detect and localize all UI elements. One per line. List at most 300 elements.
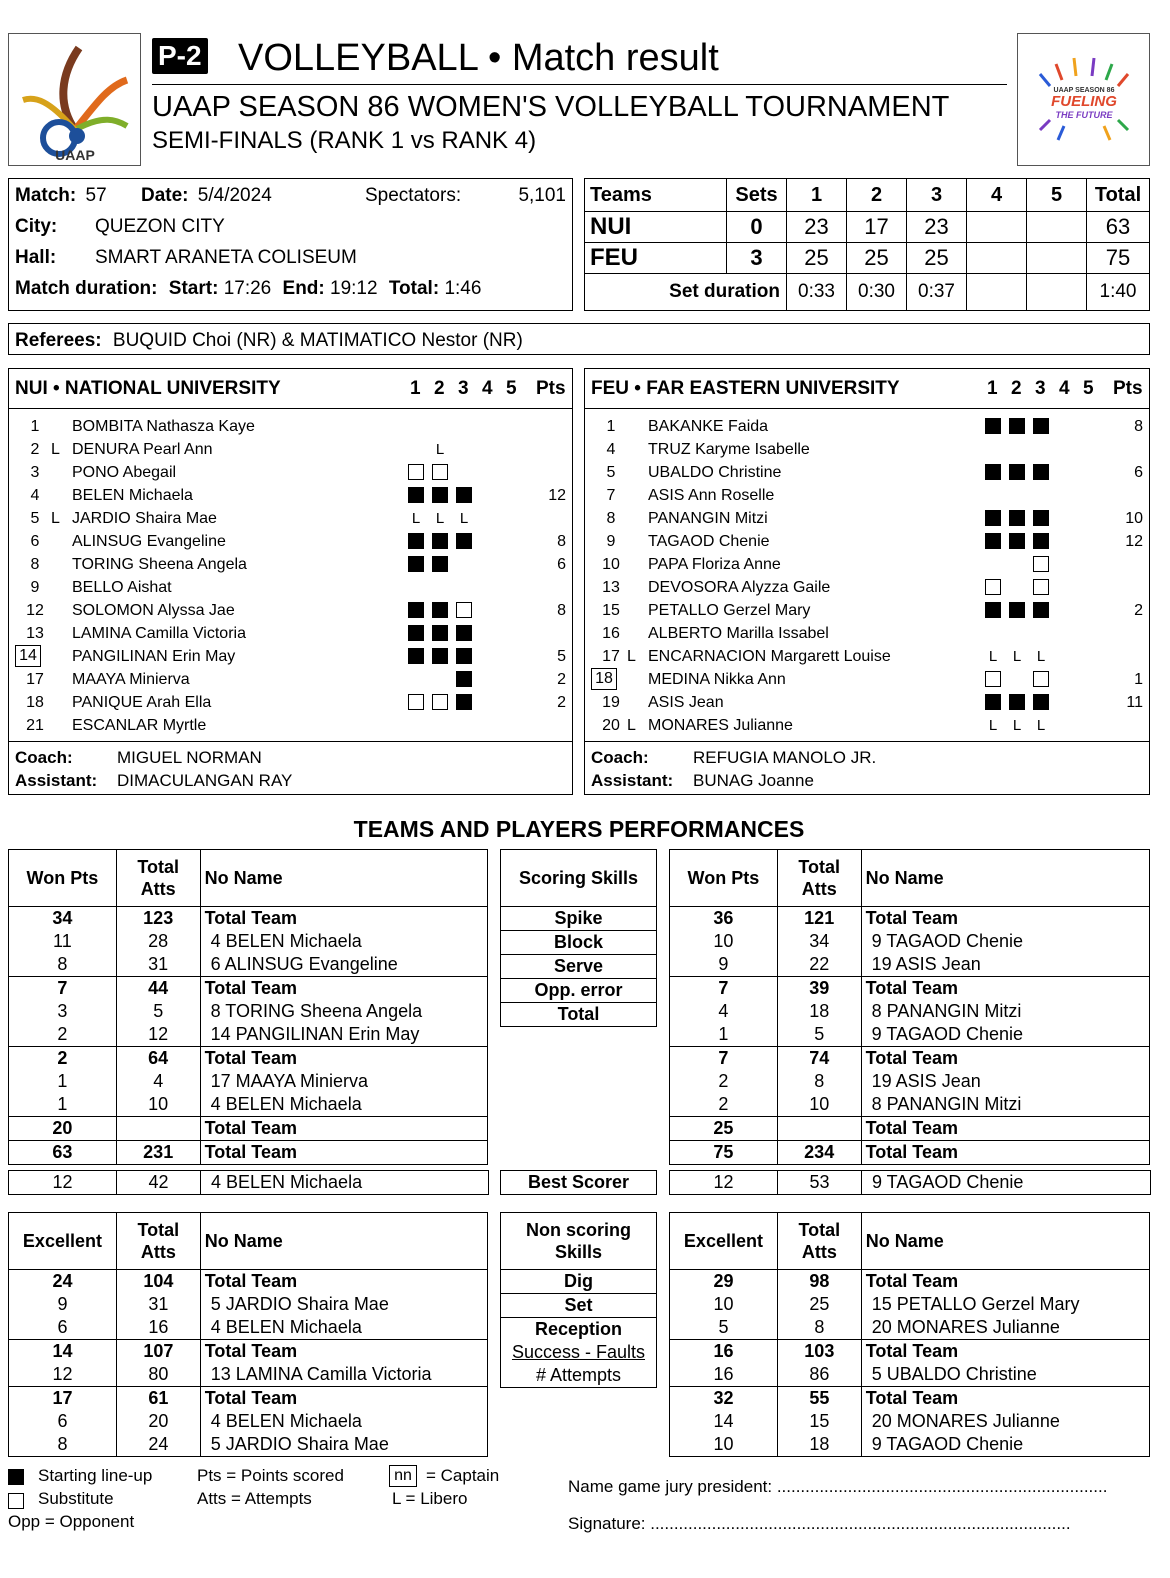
player-row [9,714,572,737]
player-name: PETALLO Gerzel Mary [648,602,811,619]
stat-value: 63 [9,1141,117,1165]
stat-value: 32 [670,1387,778,1411]
player-points: 2 [557,671,566,688]
start-time: 17:26 [223,278,272,299]
spectators-count: 5,101 [518,185,566,206]
player-stat-row [9,1070,488,1093]
stat-value: 7 [670,1047,778,1071]
stat-value: 18 [777,1000,861,1023]
skills-header: Non scoring Skills [501,1213,657,1270]
stat-name: 5 UBALDO Christine [861,1363,1149,1387]
player-name: PONO Abegail [72,464,177,481]
stat-name: 19 ASIS Jean [861,1070,1149,1093]
player-name: BAKANKE Faida [648,418,769,435]
stat-value: 10 [670,930,778,953]
column-header: No Name [200,850,487,907]
stat-value: 9 [670,953,778,977]
player-stat-row [670,1070,1150,1093]
stat-value: 2 [670,1093,778,1117]
starter-square-icon [1033,418,1049,434]
legend-pts: Pts = Points scored [197,1466,344,1485]
starter-square-icon [1009,694,1025,710]
libero-set-mark: L [1012,648,1022,665]
starter-square-icon [1009,602,1025,618]
stat-value: 10 [777,1093,861,1117]
player-points: 10 [1125,510,1143,527]
stat-value: 75 [670,1141,778,1165]
coach-block: Coach: MIGUEL NORMAN Assistant: DIMACULANGAN RAY [9,741,572,796]
uaap-logo [8,33,141,166]
starter-square-icon [985,533,1001,549]
stat-value: 231 [116,1141,200,1165]
starter-square-icon [1009,418,1025,434]
substitute-square-icon [1033,579,1049,595]
stat-name: Total Team [200,907,487,931]
libero-mark: L [51,510,60,527]
score-header: 3 [907,179,967,212]
player-stat-row [670,1000,1150,1023]
stat-value: 25 [670,1117,778,1141]
player-number: 17 [602,648,620,665]
player-name: BELEN Michaela [72,487,193,504]
best-scorer-value: 12 [9,1171,117,1195]
nui-scoring-table [8,849,488,1165]
stat-value: 17 [9,1387,117,1411]
stat-name: 8 PANANGIN Mitzi [861,1093,1149,1117]
captain-number: 14 [15,645,41,667]
player-name: ENCARNACION Margarett Louise [648,648,891,665]
player-name: JARDIO Shaira Mae [72,510,217,527]
player-row [9,415,572,438]
stat-name: Total Team [200,1340,487,1364]
total-time: 1:46 [444,278,482,299]
skill-label: Dig [501,1270,657,1294]
column-header: Total Atts [116,1213,200,1270]
player-name: TORING Sheena Angela [72,556,247,573]
referees-row: Referees: BUQUID Choi (NR) & MATIMATICO Nestor (NR) [8,323,1150,355]
column-header: Won Pts [9,850,117,907]
starter-square-icon [408,648,424,664]
player-name: ASIS Ann Roselle [648,487,775,504]
stat-value: 5 [670,1316,778,1340]
stat-value: 98 [777,1270,861,1294]
stat-value: 7 [670,977,778,1001]
player-number: 15 [602,602,620,619]
stat-value: 4 [670,1000,778,1023]
stat-name: Total Team [200,1387,487,1411]
team-total-row [670,1141,1150,1165]
stat-value: 39 [777,977,861,1001]
feu-nonscoring-table [669,1212,1150,1457]
stat-name: 5 JARDIO Shaira Mae [200,1293,487,1316]
player-stat-row [9,953,488,977]
stat-value: 123 [116,907,200,931]
player-number: 17 [26,671,44,688]
player-number: 20 [602,717,620,734]
team-total-row [670,1387,1150,1411]
stat-name: Total Team [200,1270,487,1294]
player-points: 6 [1134,464,1143,481]
player-stat-row [9,1433,488,1457]
player-number: 12 [26,602,44,619]
stat-value: 103 [777,1340,861,1364]
stat-name: 20 MONARES Julianne [861,1316,1149,1340]
libero-set-mark: L [988,717,998,734]
stat-value: 24 [9,1270,117,1294]
player-number: 1 [606,418,616,435]
player-points: 2 [557,694,566,711]
set-duration-row: Set duration 0:33 0:30 0:37 1:40 [585,274,1150,311]
stat-value: 80 [116,1363,200,1387]
legend-captain: = Captain [426,1466,500,1485]
player-row [585,668,1149,691]
assistant-name: BUNAG Joanne [693,771,814,790]
team-total-row [9,1141,488,1165]
stat-name: 9 TAGAOD Chenie [861,1023,1149,1047]
starter-square-icon [432,533,448,549]
feu-best-scorer [669,1170,1151,1195]
player-row [9,668,572,691]
stat-name: 9 TAGAOD Chenie [861,930,1149,953]
date-row: Date: 5/4/2024 [141,185,272,206]
stat-name: 4 BELEN Michaela [200,930,487,953]
team-total-row [670,907,1150,931]
player-name: BOMBITA Nathasza Kaye [72,418,255,435]
starting-square-icon [8,1469,24,1485]
title-divider [152,84,1007,85]
player-stat-row [670,1293,1150,1316]
scoring-skills-column [500,849,657,1027]
nui-best-scorer [8,1170,489,1195]
player-number: 4 [30,487,40,504]
stat-value: 61 [116,1387,200,1411]
column-header: Excellent [670,1213,778,1270]
starter-square-icon [456,648,472,664]
stat-value: 9 [9,1293,117,1316]
team-total-row [9,977,488,1001]
stat-value: 31 [116,1293,200,1316]
feu-roster [584,368,1150,795]
player-number: 8 [30,556,40,573]
nui-roster [8,368,573,795]
libero-mark: L [627,717,636,734]
player-number: 6 [30,533,40,550]
player-number: 19 [602,694,620,711]
svg-text:UAAP: UAAP [55,147,95,163]
match-number-row: Match: 57 [15,185,107,206]
player-name: TAGAOD Chenie [648,533,770,550]
best-scorer-name: 4 BELEN Michaela [201,1171,489,1195]
player-stat-row [670,1023,1150,1047]
stat-value: 7 [9,977,117,1001]
starter-square-icon [408,602,424,618]
stat-value: 11 [9,930,117,953]
duration-row: Match duration: Start: 17:26 End: 19:12 Total: 1:46 [15,278,482,299]
score-row-feu: FEU 3 25 25 25 75 [585,243,1150,274]
stat-value: 25 [777,1293,861,1316]
best-scorer-value: 53 [778,1171,862,1195]
team-total-row [670,977,1150,1001]
stat-value: 1 [670,1023,778,1047]
starter-square-icon [1009,464,1025,480]
coach-name: REFUGIA MANOLO JR. [693,748,877,767]
feu-scoring-table [669,849,1150,1165]
stat-value: 2 [9,1047,117,1071]
player-row [585,461,1149,484]
substitute-square-icon [432,694,448,710]
legend-opp: Opp = Opponent [8,1512,135,1531]
player-row [585,484,1149,507]
team-total-row [9,1387,488,1411]
stat-value: 28 [116,930,200,953]
stat-name: Total Team [200,977,487,1001]
svg-text:UAAP SEASON 86: UAAP SEASON 86 [1053,87,1115,94]
stat-value: 4 [116,1070,200,1093]
team-title: FEU • FAR EASTERN UNIVERSITY [591,378,900,399]
player-row [585,622,1149,645]
stat-value: 86 [777,1363,861,1387]
stat-name: Total Team [861,1047,1149,1071]
substitute-square-icon [985,579,1001,595]
nui-nonscoring-table [8,1212,488,1457]
player-number: 21 [26,717,44,734]
player-number: 5 [30,510,40,527]
column-header: No Name [861,1213,1149,1270]
starter-square-icon [1009,510,1025,526]
starter-square-icon [1033,464,1049,480]
skill-label: Block [501,931,657,955]
city-value: QUEZON CITY [95,216,225,237]
match-number: 57 [85,185,107,206]
player-number: 13 [26,625,44,642]
starter-square-icon [985,418,1001,434]
libero-set-mark: L [1012,717,1022,734]
team-total-row [670,1270,1150,1294]
player-row [585,599,1149,622]
score-header: 4 [967,179,1027,212]
starter-square-icon [432,625,448,641]
stat-value: 10 [670,1293,778,1316]
player-row [585,553,1149,576]
spectators-label: Spectators: [365,185,462,206]
player-row [9,691,572,714]
score-row-nui: NUI 0 23 17 23 63 [585,212,1150,243]
libero-set-mark: L [988,648,998,665]
stat-value: 2 [9,1023,117,1047]
player-row [585,691,1149,714]
stat-name: 8 PANANGIN Mitzi [861,1000,1149,1023]
stat-name: Total Team [200,1047,487,1071]
best-scorer-name: 9 TAGAOD Chenie [862,1171,1151,1195]
match-info [8,178,573,311]
stat-name: Total Team [861,1387,1149,1411]
player-row [9,576,572,599]
column-header: Total Atts [777,1213,861,1270]
player-name: MONARES Julianne [648,717,793,734]
player-row [9,599,572,622]
starter-square-icon [456,487,472,503]
player-stat-row [9,1410,488,1433]
player-number: 7 [606,487,616,504]
player-stat-row [670,953,1150,977]
jury-president-line: Name game jury president: ...................................................................... [568,1477,1108,1496]
starter-square-icon [1033,694,1049,710]
team-title: NUI • NATIONAL UNIVERSITY [15,378,281,399]
stat-value: 22 [777,953,861,977]
player-stat-row [670,930,1150,953]
stat-name: 4 BELEN Michaela [200,1316,487,1340]
stat-value: 16 [116,1316,200,1340]
stat-name: 14 PANGILINAN Erin May [200,1023,487,1047]
captain-box-icon: nn [389,1465,417,1487]
skill-label: # Attempts [501,1364,657,1388]
stat-name: 13 LAMINA Camilla Victoria [200,1363,487,1387]
stat-value: 10 [116,1093,200,1117]
stat-value: 107 [116,1340,200,1364]
libero-set-mark: L [435,441,445,458]
column-header: Total Atts [116,850,200,907]
player-points: 12 [548,487,566,504]
stat-value: 12 [9,1363,117,1387]
starter-square-icon [432,602,448,618]
starter-square-icon [408,533,424,549]
stat-name: 17 MAAYA Minierva [200,1070,487,1093]
player-number: 8 [606,510,616,527]
player-row [585,645,1149,668]
nonscoring-skills-column [500,1212,657,1388]
score-header: 1 [787,179,847,212]
player-points: 12 [1125,533,1143,550]
substitute-square-icon [8,1493,24,1509]
stat-value: 8 [777,1070,861,1093]
best-scorer-value: 42 [117,1171,201,1195]
performance-title: TEAMS AND PLAYERS PERFORMANCES [353,816,805,842]
player-points: 5 [557,648,566,665]
score-header: Total [1087,179,1150,212]
player-points: 8 [557,602,566,619]
player-points: 2 [1134,602,1143,619]
stat-value: 15 [777,1410,861,1433]
stat-value: 3 [9,1000,117,1023]
stat-name: 5 JARDIO Shaira Mae [200,1433,487,1457]
starter-square-icon [1033,533,1049,549]
substitute-square-icon [985,671,1001,687]
stat-value: 16 [670,1363,778,1387]
stat-name: 20 MONARES Julianne [861,1410,1149,1433]
score-header: Sets [727,179,787,212]
player-name: PANIQUE Arah Ella [72,694,212,711]
stat-value: 1 [9,1093,117,1117]
player-points: 8 [557,533,566,550]
svg-text:THE FUTURE: THE FUTURE [1055,110,1113,120]
libero-mark: L [51,441,60,458]
player-number: 1 [30,418,40,435]
starter-square-icon [1033,510,1049,526]
coach-block: Coach: REFUGIA MANOLO JR. Assistant: BUNAG Joanne [585,741,1149,796]
player-name: MEDINA Nikka Ann [648,671,786,688]
column-header: No Name [861,850,1149,907]
stat-value: 24 [116,1433,200,1457]
hall-value: SMART ARANETA COLISEUM [95,247,357,268]
tournament-title: UAAP SEASON 86 WOMEN'S VOLLEYBALL TOURNAMENT [152,91,950,123]
player-name: PAPA Floriza Anne [648,556,781,573]
city-label: City: [15,216,58,237]
stat-value: 1 [9,1070,117,1093]
player-name: PANANGIN Mitzi [648,510,768,527]
stat-name: 19 ASIS Jean [861,953,1149,977]
stat-value: 104 [116,1270,200,1294]
substitute-square-icon [456,602,472,618]
stat-name: 15 PETALLO Gerzel Mary [861,1293,1149,1316]
stat-name: Total Team [200,1141,487,1165]
team-total-row [9,1270,488,1294]
player-stat-row [670,1363,1150,1387]
starter-square-icon [1009,533,1025,549]
page-badge: P-2 [152,38,208,74]
starter-square-icon [985,464,1001,480]
player-row [9,484,572,507]
player-number: 5 [606,464,616,481]
starter-square-icon [1033,602,1049,618]
substitute-square-icon [408,694,424,710]
stat-name: 4 BELEN Michaela [200,1093,487,1117]
stage-title: SEMI-FINALS (RANK 1 vs RANK 4) [152,127,537,154]
referees-names: BUQUID Choi (NR) & MATIMATICO Nestor (NR) [112,330,523,351]
player-name: ESCANLAR Myrtle [72,717,207,734]
team-total-row [9,1340,488,1364]
player-stat-row [9,1093,488,1117]
starter-square-icon [408,625,424,641]
player-row [9,553,572,576]
skills-header: Scoring Skills [501,850,657,907]
stat-value: 18 [777,1433,861,1457]
skill-label: Opp. error [501,979,657,1003]
stat-value: 14 [670,1410,778,1433]
player-name: DEVOSORA Alyzza Gaile [648,579,831,596]
player-name: ASIS Jean [648,694,724,711]
stat-name: Total Team [861,1340,1149,1364]
player-row [585,415,1149,438]
starter-square-icon [456,671,472,687]
player-points: 6 [557,556,566,573]
player-row [9,645,572,668]
starter-square-icon [985,510,1001,526]
stat-value [116,1117,200,1141]
best-scorer-label-cell [500,1170,657,1195]
stat-name: 6 ALINSUG Evangeline [200,953,487,977]
player-row [585,507,1149,530]
score-header: Teams [585,179,727,212]
column-header: No Name [200,1213,487,1270]
player-stat-row [9,930,488,953]
stat-value: 14 [9,1340,117,1364]
player-number: 2 [30,441,40,458]
best-scorer-label: Best Scorer [501,1171,657,1195]
player-stat-row [9,1363,488,1387]
column-header: Won Pts [670,850,778,907]
player-name: TRUZ Karyme Isabelle [648,441,810,458]
starter-square-icon [456,694,472,710]
roster-header: NUI • NATIONAL UNIVERSITY 1 2 3 4 5 Pts [9,369,572,409]
stat-value: 16 [670,1340,778,1364]
player-name: BELLO Aishat [72,579,172,596]
stat-value [777,1117,861,1141]
stat-value: 234 [777,1141,861,1165]
starter-square-icon [432,648,448,664]
player-number: 10 [602,556,620,573]
stat-value: 6 [9,1316,117,1340]
stat-name: 4 BELEN Michaela [200,1410,487,1433]
